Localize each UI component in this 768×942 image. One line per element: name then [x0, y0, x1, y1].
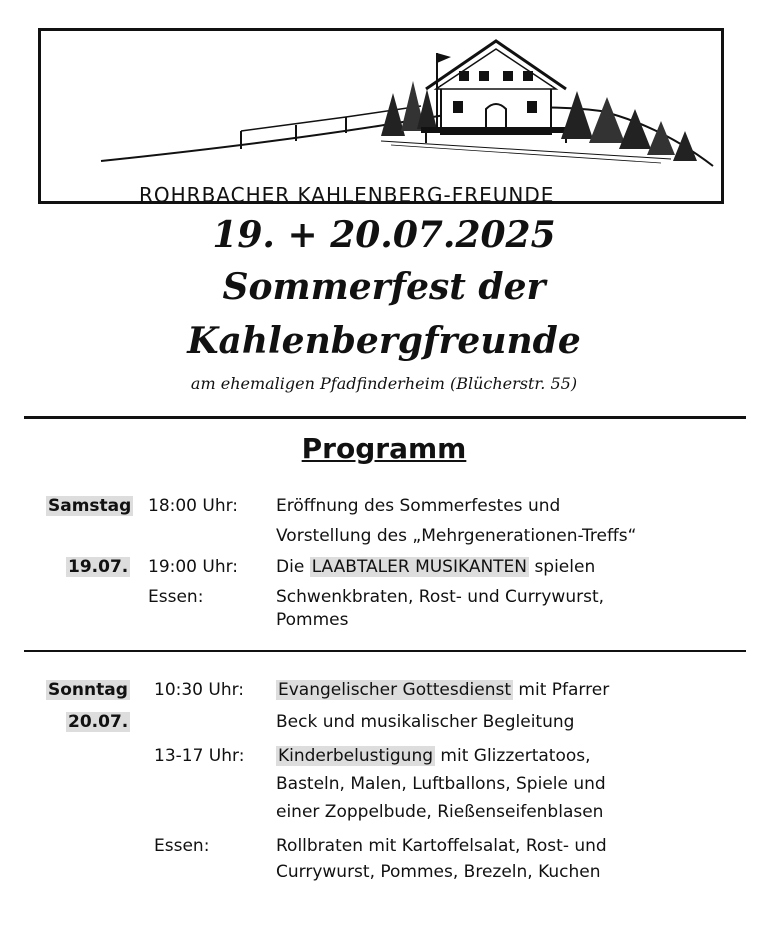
sunday-time1: 10:30 Uhr:	[154, 680, 245, 700]
sunday-text1-post: mit Pfarrer	[518, 680, 610, 700]
club-name: ROHRBACHER KAHLENBERG-FREUNDE	[139, 183, 555, 207]
sunday-text1	[276, 680, 609, 700]
kids-program-name: Kinderbelustigung	[278, 746, 434, 766]
band-name: LAABTALER MUSIKANTEN	[311, 557, 528, 577]
saturday-food-label: Essen:	[148, 587, 204, 607]
saturday-day	[46, 496, 133, 516]
program-heading: Programm	[301, 432, 467, 465]
saturday-food2: Pommes	[276, 610, 349, 630]
sunday-day-label: Sonntag	[48, 680, 128, 700]
saturday-food1: Schwenkbraten, Rost- und Currywurst,	[276, 587, 605, 607]
sunday-day	[46, 680, 130, 700]
hut-illustration	[41, 31, 721, 201]
banner	[38, 28, 724, 207]
sunday-text2-post: mit Glizzertatoos,	[440, 746, 591, 766]
saturday-text1b: Vorstellung des „Mehrgenerationen-Treffs“	[276, 526, 637, 546]
sunday-text2c: einer Zoppelbude, Rießenseifenblasen	[276, 802, 604, 822]
saturday-time1: 18:00 Uhr:	[148, 496, 239, 516]
sunday-food1: Rollbraten mit Kartoffelsalat, Rost- und	[276, 836, 607, 856]
sunday-time2: 13-17 Uhr:	[154, 746, 245, 766]
sunday-food2: Currywurst, Pommes, Brezeln, Kuchen	[276, 862, 601, 882]
sunday-text2b: Basteln, Malen, Luftballons, Spiele und	[276, 774, 606, 794]
saturday-date	[66, 557, 130, 577]
saturday-text2-pre: Die	[276, 557, 305, 577]
event-title-line1: Sommerfest der	[222, 266, 546, 308]
sunday-food-label: Essen:	[154, 836, 210, 856]
saturday-text1a: Eröffnung des Sommerfestes und	[276, 496, 561, 516]
saturday-text2-post: spielen	[534, 557, 596, 577]
saturday-text2	[276, 557, 595, 577]
event-venue: am ehemaligen Pfadfinderheim (Blücherstr. 55)	[190, 374, 578, 393]
saturday-time2: 19:00 Uhr:	[148, 557, 239, 577]
divider-middle	[24, 650, 746, 652]
event-date: 19. + 20.07.2025	[212, 214, 556, 256]
service-name: Evangelischer Gottesdienst	[278, 680, 512, 700]
sunday-text2	[276, 746, 591, 766]
saturday-day-label: Samstag	[48, 496, 132, 516]
sunday-date-label: 20.07.	[68, 712, 129, 732]
saturday-date-label: 19.07.	[68, 557, 129, 577]
divider-top	[24, 416, 746, 419]
event-title-line2: Kahlenbergfreunde	[187, 320, 581, 362]
sunday-date	[66, 712, 130, 732]
sunday-text1b: Beck und musikalischer Begleitung	[276, 712, 575, 732]
